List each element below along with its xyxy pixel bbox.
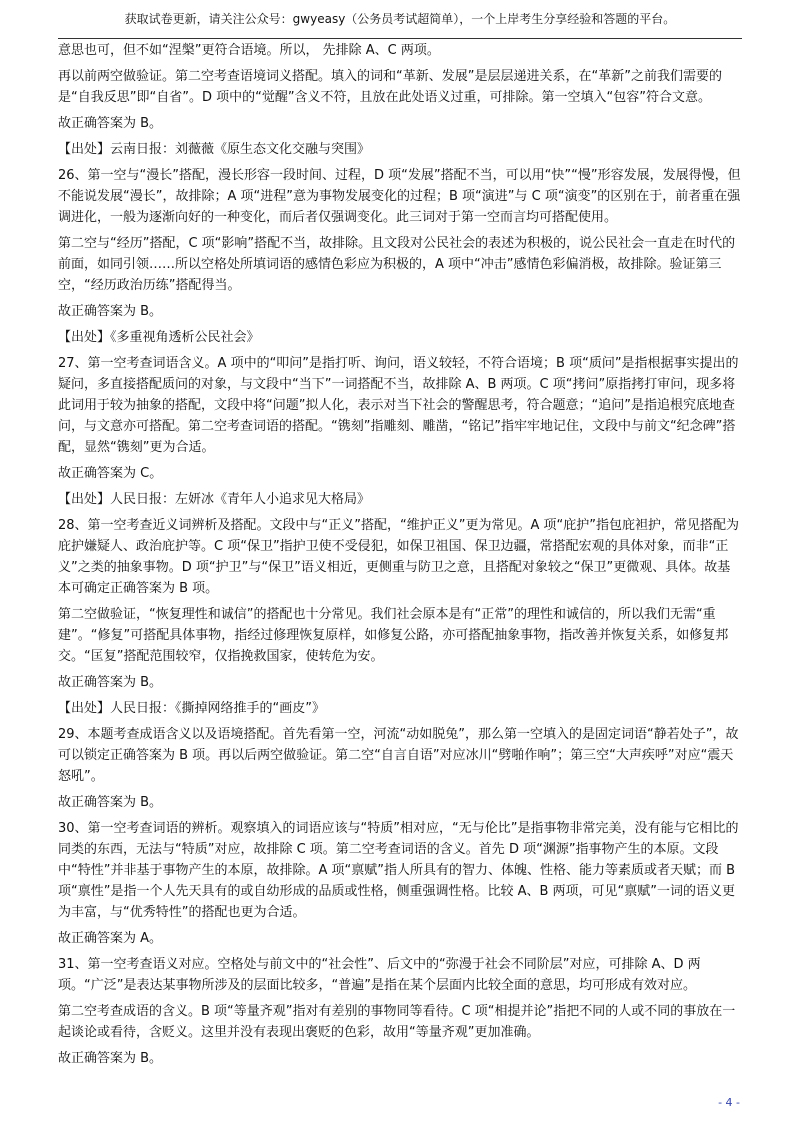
source-line: 【出处】《多重视角透析公民社会》 <box>58 330 260 345</box>
answer-line: 故正确答案为 B。 <box>58 116 163 131</box>
paragraph: 29、本题考查成语含义以及语境搭配。首先看第一空，河流“动如脱兔”，那么第一空填入的是固定词语“静若处子”，故可以锁定正确答案为 B 项。再以后两空做验证。第二空“自言自语”对应冰川“劈啪作响”；第三空“大声疾呼”对应“震天怒吼”。 <box>58 727 739 784</box>
page-number: - 4 - <box>718 1096 740 1109</box>
answer-line: 故正确答案为 B。 <box>58 675 163 690</box>
paragraph: 再以前两空做验证。第二空考查语境词义搭配。填入的词和“革新、发展”是层层递进关系，在“革新”之前我们需要的是“自我反思”即“自省”。D 项中的“觉醒”含义不符，且放在此处语义过重，可排除。第一空填入“包容”符合文意。 <box>58 69 722 105</box>
paragraph: 27、第一空考查词语含义。A 项中的“叩问”是指打听、询问，语义较轻，不符合语境；B 项“质问”是指根据事实提出的疑问，多直接搭配质问的对象，与文段中“当下”一词搭配不当，故排除 A、B 两项。C 项“拷问”原指拷打审问，现多将此词用于较为抽象的搭配，文段中将“问题”拟人化，表示对当下社会的警醒思考，符合题意；“追问”是指追根究底地查问，与文意亦可搭配。第二空考查词语的搭配。“镌刻”指雕刻、雕凿，“铭记”指牢牢地记住，文段中与前文“纪念碑”搭配，显然“镌刻”更为合适。 <box>58 356 739 455</box>
document-body <box>58 40 742 1074</box>
answer-line: 故正确答案为 A。 <box>58 931 163 946</box>
paragraph: 意思也可，但不如“涅槃”更符合语境。所以， 先排除 A、C 两项。 <box>58 43 440 58</box>
paragraph: 26、第一空与“漫长”搭配，漫长形容一段时间、过程，D 项“发展”搭配不当，可以用“快”“慢”形容发展，发展得慢，但不能说发展“漫长”，故排除；A 项“进程”意为事物发展变化的过程；B 项“演进”与 C 项“演变”的区别在于，前者重在强调进化，一般为逐渐向好的一种变化，而后者仅强调变化。此三词对于第一空而言均可搭配使用。 <box>58 168 741 225</box>
source-line: 【出处】云南日报：刘薇薇《原生态文化交融与突围》 <box>58 142 371 157</box>
answer-line: 故正确答案为 B。 <box>58 795 163 810</box>
answer-line: 故正确答案为 B。 <box>58 304 163 319</box>
header-text: 获取试卷更新，请关注公众号：gwyeasy（公务员考试超简单），一个上岸考生分享经验和答题的平台。 <box>124 12 676 26</box>
answer-line: 故正确答案为 B。 <box>58 1051 163 1066</box>
paragraph: 31、第一空考查语义对应。空格处与前文中的“社会性”、后文中的“弥漫于社会不同阶层”对应，可排除 A、D 两项。“广泛”是表达某事物所涉及的层面比较多，“普遍”是指在某个层面内比较全面的意思，均可形成有效对应。 <box>58 957 701 993</box>
source-line: 【出处】人民日报：《撕掉网络推手的“画皮”》 <box>58 701 325 716</box>
page-header <box>58 0 742 39</box>
paragraph: 第二空做验证，“恢复理性和诚信”的搭配也十分常见。我们社会原本是有“正常”的理性和诚信的，所以我们无需“重建”。“修复”可搭配具体事物，指经过修理恢复原样，如修复公路，亦可搭配抽象事物，指改善并恢复关系，如修复邦交。“匡复”搭配范围较窄，仅指挽救国家，使转危为安。 <box>58 607 729 664</box>
paragraph: 30、第一空考查词语的辨析。观察填入的词语应该与“特质”相对应，“无与伦比”是指事物非常完美，没有能与它相比的同类的东西，无法与“特质”对应，故排除 C 项。第二空考查词语的含义。首先 D 项“渊源”指事物产生的本原。文段中“特性”并非基于事物产生的本原，故排除。A 项“禀赋”指人所具有的智力、体魄、性格、能力等素质或者天赋；而 B 项“禀性”是指一个人先天具有的或自幼形成的品质或性格，侧重强调性格。比较 A、B 两项，可见“禀赋”一词的语义更为丰富，与“优秀特性”的搭配也更为合适。 <box>58 821 739 920</box>
paragraph: 第二空考查成语的含义。B 项“等量齐观”指对有差别的事物同等看待。C 项“相提并论”指把不同的人或不同的事放在一起谈论或看待，含贬义。这里并没有表现出褒贬的色彩，故用“等量齐观”更加准确。 <box>58 1004 736 1040</box>
paragraph: 28、第一空考查近义词辨析及搭配。文段中与“正义”搭配，“维护正义”更为常见。A 项“庇护”指包庇袒护，常见搭配为庇护嫌疑人、政治庇护等。C 项“保卫”指护卫使不受侵犯，如保卫祖国、保卫边疆，常搭配宏观的具体对象，而非“正义”之类的抽象事物。D 项“护卫”与“保卫”语义相近，更侧重与防卫之意，且搭配对象较之“保卫”更微观、具体。故基本可确定正确答案为 B 项。 <box>58 518 739 596</box>
answer-line: 故正确答案为 C。 <box>58 466 163 481</box>
paragraph: 第二空与“经历”搭配，C 项“影响”搭配不当，故排除。且文段对公民社会的表述为积极的，说公民社会一直走在时代的前面，如同引领……所以空格处所填词语的感情色彩应为积极的，A 项中“冲击”感情色彩偏消极，故排除。验证第三空，“经历政治历练”搭配得当。 <box>58 236 736 293</box>
source-line: 【出处】人民日报：左妍冰《青年人小追求见大格局》 <box>58 492 371 507</box>
